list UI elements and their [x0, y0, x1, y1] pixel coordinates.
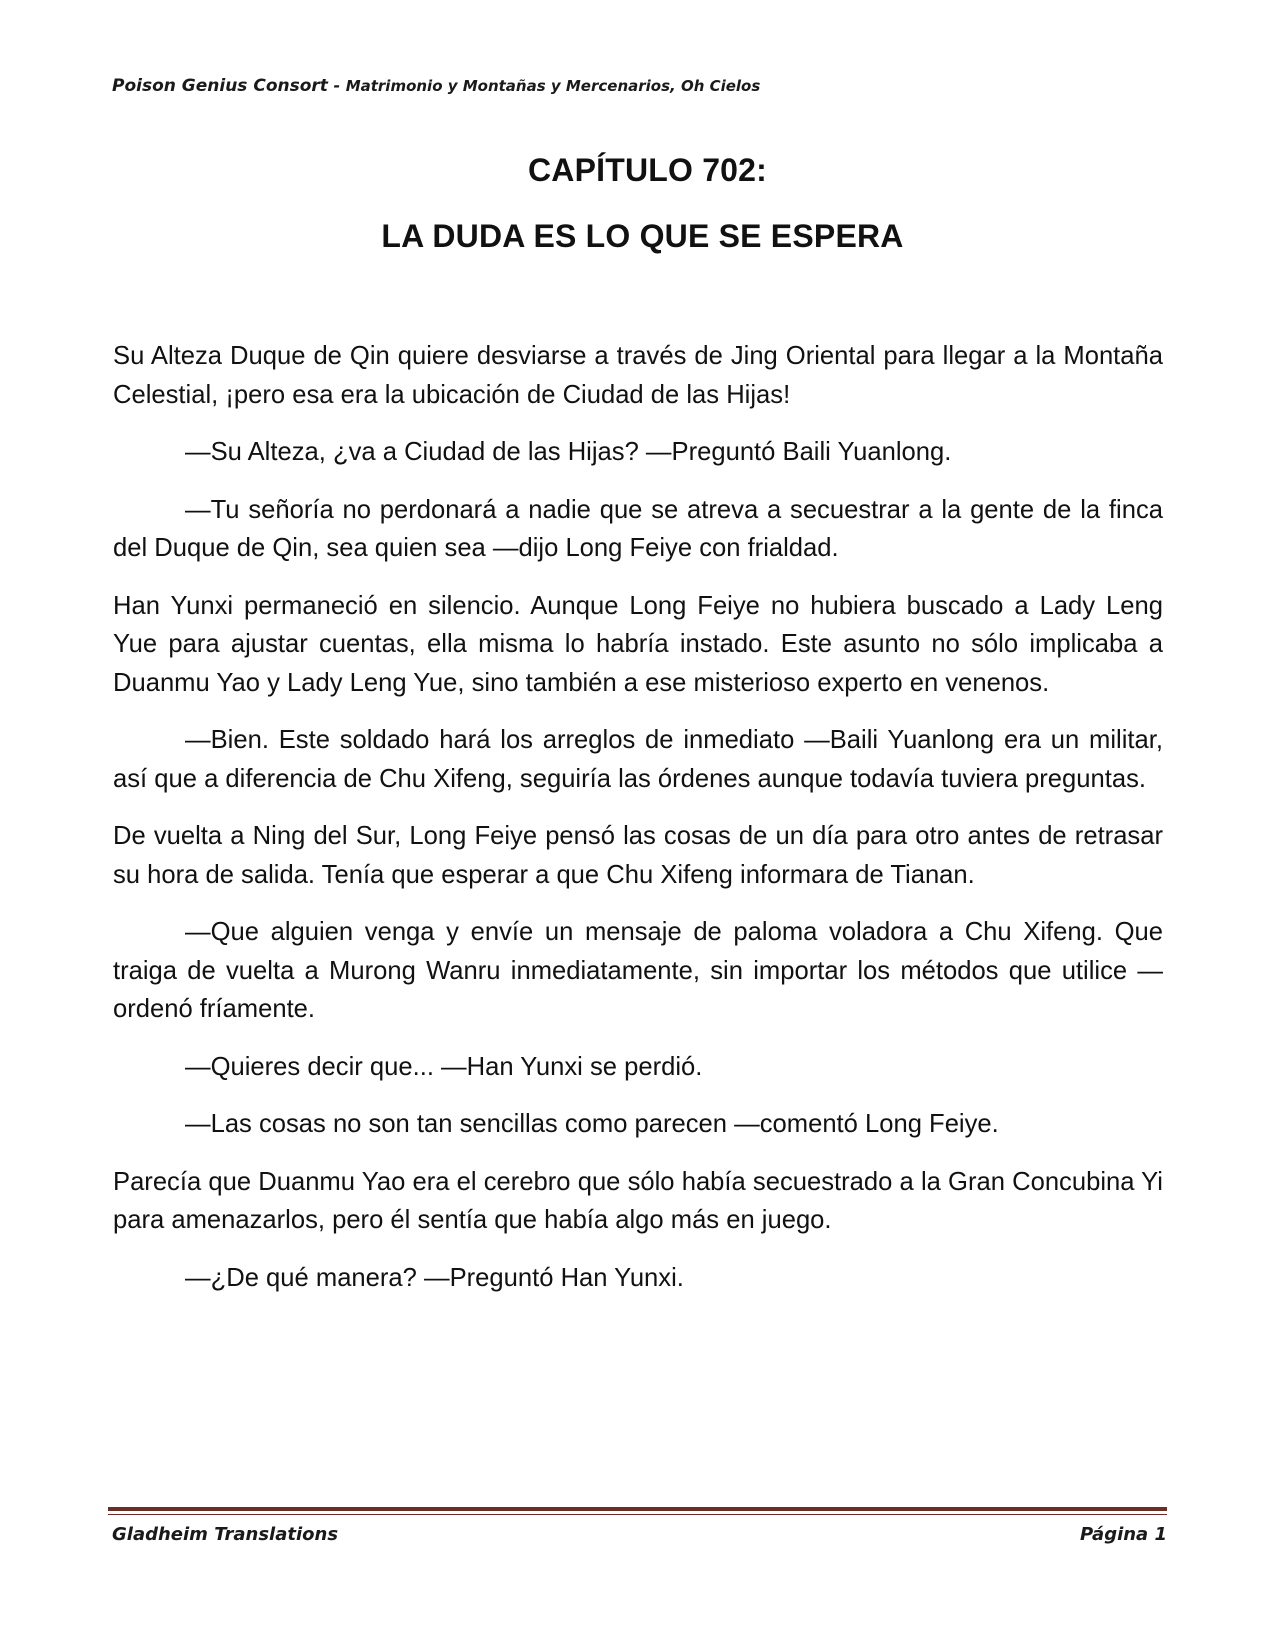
- footer-publisher: Gladheim Translations: [112, 1524, 339, 1545]
- paragraph: —¿De qué manera? —Preguntó Han Yunxi.: [185, 1263, 684, 1292]
- paragraph: —Quieres decir que... —Han Yunxi se perdió.: [185, 1052, 703, 1081]
- footer-divider-thin: [108, 1514, 1167, 1515]
- paragraph: Parecía que Duanmu Yao era el cerebro que sólo había secuestrado a la Gran Concubina Yi para amenazarlos, pero él sentía que había algo más en juego.: [113, 1167, 1163, 1234]
- paragraph: —Las cosas no son tan sencillas como parecen —comentó Long Feiye.: [185, 1110, 999, 1138]
- chapter-number: CAPÍTULO 702:: [527, 152, 768, 188]
- volume-subtitle: Matrimonio y Montañas y Mercenarios, Oh Cielos: [345, 77, 761, 95]
- chapter-body: [113, 337, 1163, 1316]
- paragraph: —Bien. Este soldado hará los arreglos de inmediato —Baili Yuanlong era un militar, así que a diferencia de Chu Xifeng, seguiría las órdenes aunque todavía tuviera preguntas.: [113, 726, 1163, 793]
- paragraph: De vuelta a Ning del Sur, Long Feiye pensó las cosas de un día para otro antes de retrasar su hora de salida. Tenía que esperar a que Chu Xifeng informara de Tianan.: [113, 822, 1163, 889]
- paragraph: —Tu señoría no perdonará a nadie que se atreva a secuestrar a la gente de la finca del Duque de Qin, sea quien sea —dijo Long Feiye con frialdad.: [113, 495, 1163, 562]
- footer-divider: [108, 1507, 1167, 1511]
- series-title: Poison Genius Consort: [112, 76, 328, 96]
- page-number: Página 1: [1080, 1524, 1167, 1545]
- paragraph: —Su Alteza, ¿va a Ciudad de las Hijas? —Preguntó Baili Yuanlong.: [185, 438, 952, 466]
- paragraph: Su Alteza Duque de Qin quiere desviarse a través de Jing Oriental para llegar a la Montaña Celestial, ¡pero esa era la ubicación de Ciudad de las Hijas!: [113, 342, 1163, 409]
- running-header: [112, 76, 760, 96]
- chapter-title: LA DUDA ES LO QUE SE ESPERA: [381, 218, 904, 254]
- paragraph: Han Yunxi permaneció en silencio. Aunque Long Feiye no hubiera buscado a Lady Leng Yue para ajustar cuentas, ella misma lo habría instado. Este asunto no sólo implicaba a Duanmu Yao y Lady Leng Yue, sino también a ese misterioso experto en venenos.: [113, 591, 1163, 697]
- header-separator: -: [327, 76, 346, 95]
- paragraph: —Que alguien venga y envíe un mensaje de paloma voladora a Chu Xifeng. Que traiga de vuelta a Murong Wanru inmediatamente, sin importar los métodos que utilice —ordenó fríamente.: [113, 918, 1163, 1023]
